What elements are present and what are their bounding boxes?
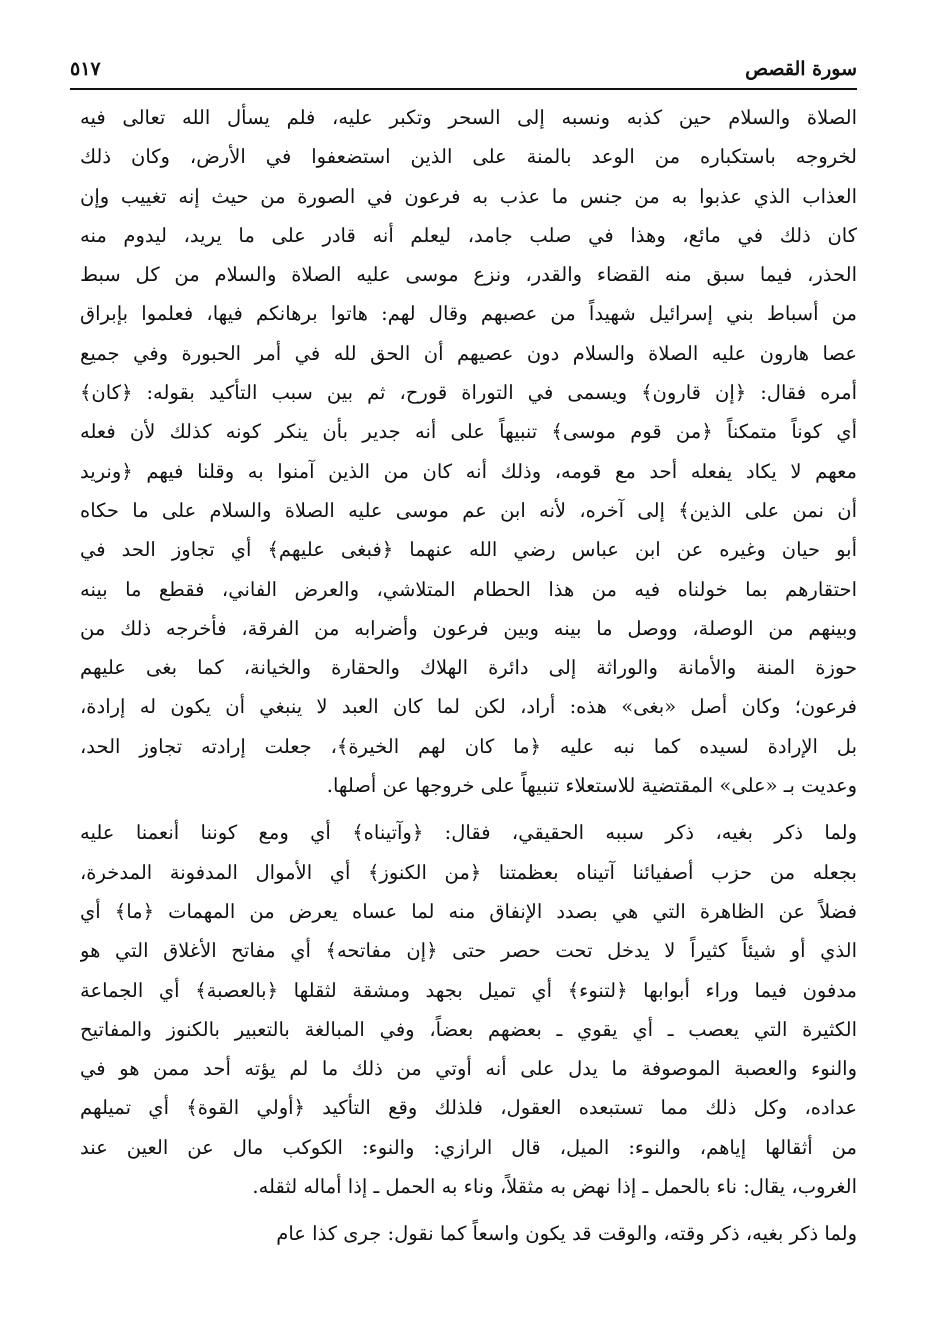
text-line: أمره فقال: ﴿إن قارون﴾ ويسمى في التوراة قورح، ثم بين سبب التأكيد بقوله: ﴿كان﴾ [80, 381, 857, 405]
text-line: مدفون فيما وراء أبوابها ﴿لتنوء﴾ أي تميل بجهد ومشقة لثقلها ﴿بالعصبة﴾ أي الجماعة [80, 978, 857, 1002]
text-line: من أثقالها إياهم، والنوء: الميل، قال الرازي: والنوء: الكوكب مال عن العين عند [80, 1135, 857, 1159]
text-line: الكثيرة التي يعصب ـ أي يقوي ـ بعضهم بعضاً، وفي المبالغة بالتعبير بالكنوز والمفاتيح [80, 1017, 857, 1041]
text-line: بجعله من حزب أصفيائنا آتيناه بعظمتنا ﴿من الكنوز﴾ أي الأموال المدفونة المدخرة، [80, 860, 857, 884]
text-line: الصلاة والسلام حين كذبه ونسبه إلى السحر وتكبر عليه، فلم يسأل الله تعالى فيه [80, 106, 857, 129]
text-line: فضلاً عن الظاهرة التي هي بصدد الإنفاق منه لما عساه يعرض من المهمات ﴿ما﴾ أي [80, 899, 857, 923]
text-line: بل الإرادة لسيده كما نبه عليه ﴿ما كان لهم الخيرة﴾، جعلت إرادته تجاوز الحد، [80, 734, 857, 758]
paragraph-2 [80, 813, 857, 1206]
page-body [80, 98, 857, 1254]
text-line: وبينهم من الوصلة، ووصل ما بينه وبين فرعون وأضرابه من الفرقة، فأخرجه ذلك من [80, 616, 857, 640]
text-line: حوزة المنة والأمانة والوراثة إلى دائرة الهلاك والحقارة والخيانة، كما بغى عليهم [80, 656, 857, 680]
text-line: معهم لا يكاد يفعله أحد مع قومه، وذلك أنه كان من الذين آمنوا به وقلنا فيهم ﴿ونريد [80, 459, 857, 483]
paragraph-gap [80, 1206, 857, 1214]
text-line: الذي أو شيئاً كثيراً لا يدخل تحت حصر حتى ﴿إن مفاتحه﴾ أي مفاتح الأغلاق التي هو [80, 939, 857, 963]
text-line: الغروب، يقال: ناء بالحمل ـ إذا نهض به مثقلاً، وناء به الحمل ـ إذا أماله لثقله. [252, 1175, 857, 1199]
text-line: أبو حيان وغيره عن ابن عباس رضي الله عنهما ﴿فبغى عليهم﴾ أي تجاوز الحد في [80, 538, 857, 562]
text-line: العذاب الذي عذبوا به من جنس ما عذب به فرعون في الصورة من حيث إنه تغييب وإن [80, 184, 857, 208]
text-line: احتقارهم بما خولناه فيه من هذا الحطام المتلاشي، والعرض الفاني، فقطع ما بينه [80, 577, 857, 601]
paragraph-gap [80, 805, 857, 813]
text-line: الحذر، فيما سبق منه القضاء والقدر، ونزع موسى عليه الصلاة والسلام من كل سبط [80, 263, 857, 287]
text-line: فرعون؛ وكان أصل «بغى» هذه: أراد، لكن لما كان العبد لا ينبغي أن يكون له إرادة، [80, 695, 857, 719]
text-line: ولما ذكر بغيه، ذكر وقته، والوقت قد يكون واسعاً كما نقول: جرى كذا عام [276, 1222, 857, 1246]
text-line: أي كوناً متمكناً ﴿من قوم موسى﴾ تنبيهاً على أنه جدير بأن ينكر كونه كذلك لأن فعله [80, 420, 857, 444]
text-line: كان ذلك في مائع، وهذا في صلب جامد، ليعلم أنه قادر على ما يريد، ليدوم منه [80, 223, 857, 247]
header-rule [70, 88, 857, 90]
text-line: عصا هارون عليه الصلاة والسلام دون عصيهم أن الحق لله في أمر الحبورة وفي جميع [80, 341, 857, 365]
text-line: لخروجه باستكباره من الوعد بالمنة على الذين استضعفوا في الأرض، وكان ذلك [80, 145, 857, 169]
page-header [70, 50, 857, 90]
page-number: ٥١٧ [70, 58, 101, 80]
text-line: والنوء والعصبة الموصوفة ما يدل على أنه أوتي من ذلك ما لم يؤته أحد ممن هو في [80, 1057, 857, 1081]
paragraph-1 [80, 98, 857, 805]
text-line: أن نمن على الذين﴾ إلى آخره، لأنه ابن عم موسى عليه الصلاة والسلام على ما حكاه [80, 498, 857, 522]
text-line: وعديت بـ «على» المقتضية للاستعلاء تنبيهاً على خروجها عن أصلها. [326, 774, 857, 798]
text-line: من أسباط بني إسرائيل شهيداً من عصبهم وقال لهم: هاتوا برهانكم فيها، فعلموا بإبراق [80, 302, 857, 326]
text-line: عداده، وكل ذلك مما تستبعده العقول، فلذلك وقع التأكيد ﴿أولي القوة﴾ أي تميلهم [80, 1096, 857, 1120]
paragraph-3 [80, 1214, 857, 1253]
text-line: ولما ذكر بغيه، ذكر سببه الحقيقي، فقال: ﴿وآتيناه﴾ أي ومع كوننا أنعمنا عليه [80, 821, 857, 845]
surah-title: سورة القصص [745, 58, 857, 80]
